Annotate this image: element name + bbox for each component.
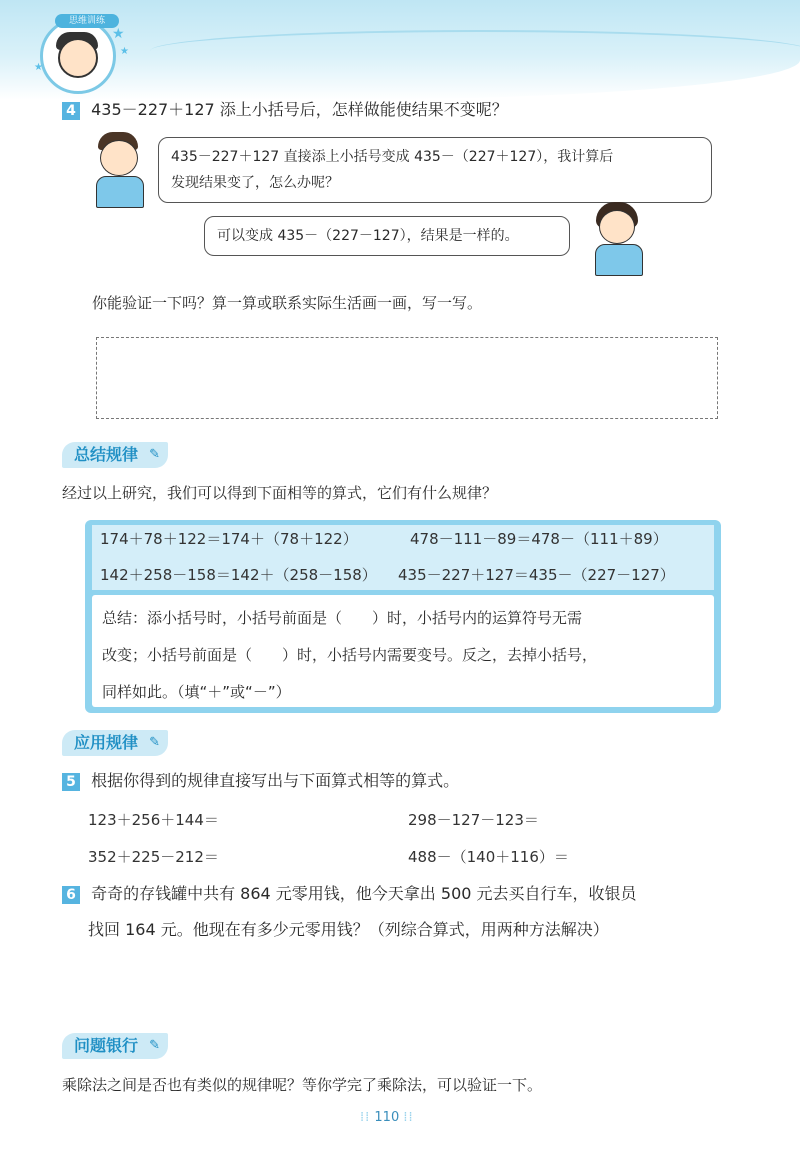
equation: 174＋78＋122＝174＋（78＋122） [100, 530, 358, 548]
star-icon: ★ [34, 62, 43, 73]
page-number [360, 1110, 414, 1125]
section-tag-label: 应用规律 [74, 733, 139, 752]
question-text-line2: 找回 164 元。他现在有多少元零用钱？（列综合算式，用两种方法解决） [88, 920, 609, 939]
question-number: 5 [62, 773, 80, 791]
boy-shirt [96, 176, 144, 208]
section-tag-summary [62, 442, 168, 468]
summary-line: 总结：添小括号时，小括号前面是（ ）时，小括号内的运算符号无需 [102, 609, 583, 627]
question-number: 6 [62, 886, 80, 904]
bubble-line: 发现结果变了，怎么办呢？ [171, 175, 339, 191]
pencil-icon: ✎ [149, 1038, 161, 1053]
exercise: 352＋225－212＝ [88, 848, 219, 866]
verify-prompt: 你能验证一下吗？算一算或联系实际生活画一画，写一写。 [92, 294, 483, 312]
right-dots-decoration: ⁞⁞ [403, 1110, 414, 1125]
answer-box[interactable] [96, 337, 718, 419]
question-text: 根据你得到的规律直接写出与下面算式相等的算式。 [91, 771, 460, 790]
boy-face [100, 140, 138, 176]
question-text: 奇奇的存钱罐中共有 864 元零用钱，他今天拿出 500 元去买自行车，收银员 [91, 884, 637, 903]
boy-illustration [92, 132, 150, 208]
equation: 478－111－89＝478－（111＋89） [410, 530, 668, 548]
exercise: 298－127－123＝ [408, 811, 539, 829]
star-icon: ★ [112, 26, 125, 42]
summary-line: 改变；小括号前面是（ ）时，小括号内需要变号。反之，去掉小括号， [102, 646, 598, 664]
speech-bubble-girl [204, 216, 570, 256]
question-6 [62, 884, 637, 904]
question-4 [62, 100, 508, 120]
girl-illustration [590, 202, 648, 278]
exercise: 488－（140＋116）＝ [408, 848, 569, 866]
girl-face [599, 210, 635, 244]
section-tag-bank [62, 1033, 168, 1059]
exercise: 123＋256＋144＝ [88, 811, 219, 829]
header-wave-decoration [150, 30, 800, 72]
mascot-face-icon [58, 38, 98, 78]
section-tag-apply [62, 730, 168, 756]
equation: 435－227＋127＝435－（227－127） [398, 566, 675, 584]
question-number: 4 [62, 102, 80, 120]
page-number-text: 110 [374, 1110, 400, 1125]
bubble-line: 可以变成 435－（227－127），结果是一样的。 [217, 228, 519, 244]
girl-shirt [595, 244, 643, 276]
question-5 [62, 771, 459, 791]
badge-ribbon-label: 思维训练 [55, 14, 119, 28]
pencil-icon: ✎ [149, 735, 161, 750]
speech-bubble-boy [158, 137, 712, 203]
bubble-line: 435－227＋127 直接添上小括号变成 435－（227＋127），我计算后 [171, 149, 614, 165]
summary-intro: 经过以上研究，我们可以得到下面相等的算式，它们有什么规律？ [62, 484, 498, 502]
question-text: 435－227＋127 添上小括号后，怎样做能使结果不变呢？ [91, 100, 508, 119]
equation: 142＋258－158＝142＋（258－158） [100, 566, 377, 584]
left-dots-decoration: ⁞⁞ [360, 1110, 371, 1125]
star-icon: ★ [120, 46, 129, 57]
summary-line: 同样如此。（填“＋”或“－”） [102, 683, 291, 701]
section-tag-label: 问题银行 [74, 1036, 139, 1055]
section-tag-label: 总结规律 [74, 445, 139, 464]
summary-text [102, 600, 597, 711]
pencil-icon: ✎ [149, 447, 161, 462]
bank-text: 乘除法之间是否也有类似的规律呢？等你学完了乘除法，可以验证一下。 [62, 1076, 543, 1094]
